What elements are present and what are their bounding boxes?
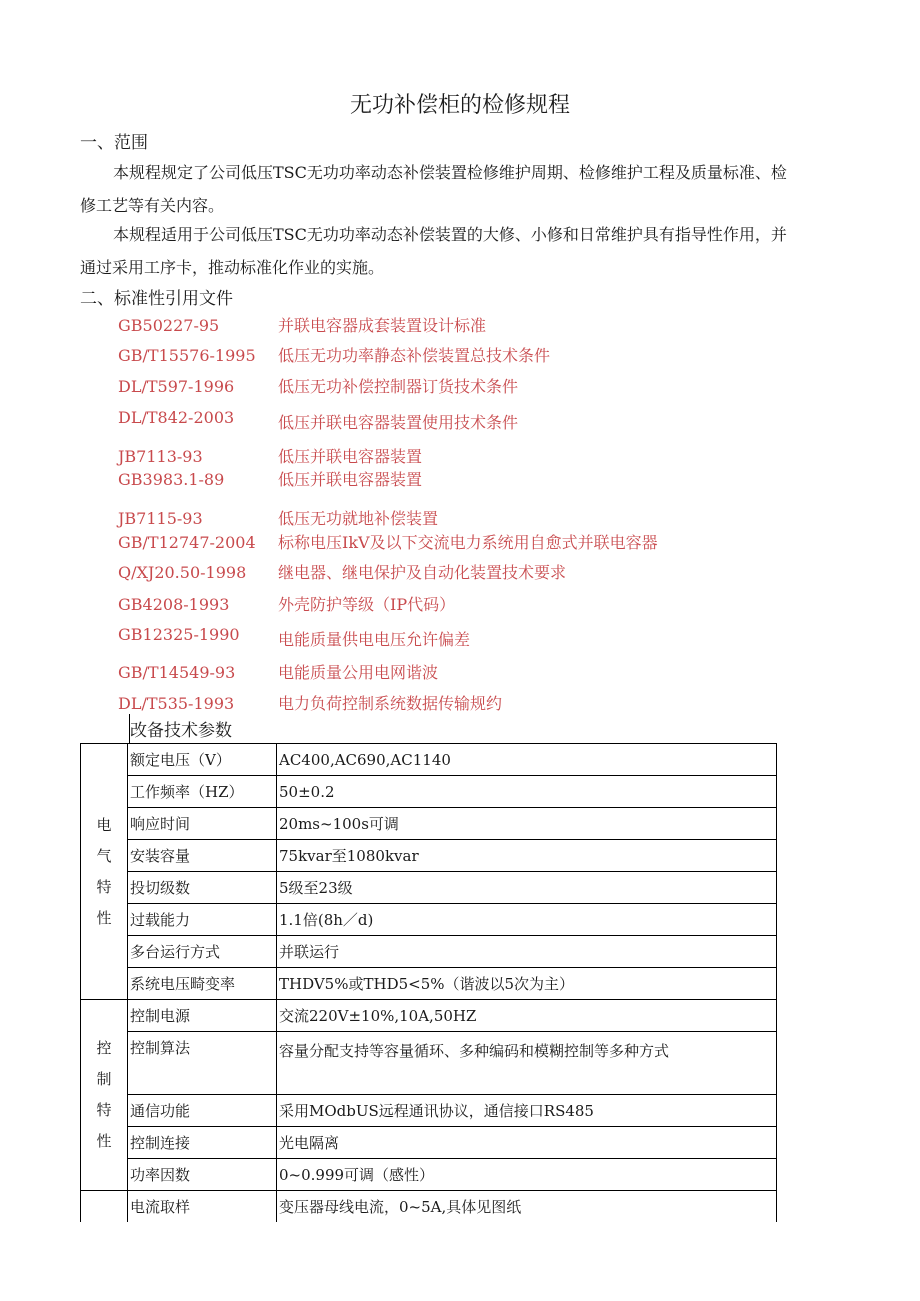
group-label-sampling (81, 1191, 128, 1223)
param-cell: 额定电压（V） (128, 744, 277, 776)
standard-name: 低压并联电容器装置 (278, 470, 423, 489)
standard-code: GB50227-95 (118, 316, 220, 335)
scope-paragraph-1: 本规程规定了公司低压TSC无功功率动态补偿装置检修维护周期、检修维护工程及质量标准、检修工艺等有关内容。 (80, 163, 787, 215)
section-heading-scope: 一、范围 (80, 133, 148, 153)
table-row (81, 968, 777, 1000)
standard-name: 电能质量公用电网谐波 (278, 663, 439, 682)
param-cell: 安装容量 (128, 840, 277, 872)
value-cell: 容量分配支持等容量循环、多种编码和模糊控制等多种方式 (277, 1032, 777, 1095)
param-cell: 电流取样 (128, 1191, 277, 1223)
standard-code: DL/T597-1996 (118, 377, 235, 396)
group-label-control: 控 制 特 性 (81, 1000, 128, 1191)
value-cell: 1.1倍(8h／d) (277, 904, 777, 936)
value-cell: 光电隔离 (277, 1127, 777, 1159)
table-row (81, 808, 777, 840)
param-cell: 控制电源 (128, 1000, 277, 1032)
value-cell: AC400,AC690,AC1140 (277, 744, 777, 776)
standard-name: 低压无功就地补偿装置 (278, 509, 439, 528)
standard-code: GB/T12747-2004 (118, 533, 256, 552)
table-row (81, 1032, 777, 1095)
value-cell: 20ms~100s可调 (277, 808, 777, 840)
param-cell: 响应时间 (128, 808, 277, 840)
value-cell: 并联运行 (277, 936, 777, 968)
standard-code: GB/T15576-1995 (118, 346, 256, 365)
standard-name: 电能质量供电电压允许偏差 (278, 630, 471, 649)
param-cell: 控制连接 (128, 1127, 277, 1159)
standard-code: DL/T842-2003 (118, 408, 235, 427)
standard-code: JB7113-93 (118, 447, 203, 466)
scope-paragraph-2: 本规程适用于公司低压TSC无功功率动态补偿装置的大修、小修和日常维护具有指导性作用，并通过采用工序卡，推动标准化作业的实施。 (80, 225, 787, 277)
value-cell: 采用MOdbUS远程通讯协议，通信接口RS485 (277, 1095, 777, 1127)
table-caption: 改备技术参数 (130, 721, 232, 741)
param-cell: 多台运行方式 (128, 936, 277, 968)
page-title: 无功补偿柜的检修规程 (349, 93, 570, 118)
table-row (81, 744, 777, 776)
standard-name: 电力负荷控制系统数据传输规约 (278, 694, 503, 713)
param-cell: 投切级数 (128, 872, 277, 904)
standard-name: 低压并联电容器装置使用技术条件 (278, 413, 519, 432)
value-cell: 75kvar至1080kvar (277, 840, 777, 872)
standard-name: 继电器、继电保护及自动化装置技术要求 (278, 563, 567, 582)
param-cell: 功率因数 (128, 1159, 277, 1191)
param-cell: 通信功能 (128, 1095, 277, 1127)
table-row (81, 1159, 777, 1191)
value-cell: 50±0.2 (277, 776, 777, 808)
table-row (81, 1095, 777, 1127)
table-row (81, 776, 777, 808)
standard-code: DL/T535-1993 (118, 694, 235, 713)
table-row (81, 1000, 777, 1032)
section-heading-standards: 二、标准性引用文件 (80, 289, 233, 309)
standard-code: JB7115-93 (118, 509, 203, 528)
table-row (81, 1127, 777, 1159)
value-cell: 0~0.999可调（感性） (277, 1159, 777, 1191)
table-row (81, 872, 777, 904)
standard-code: GB/T14549-93 (118, 663, 236, 682)
standard-name: 低压无功补偿控制器订货技术条件 (278, 377, 519, 396)
value-cell: 5级至23级 (277, 872, 777, 904)
table-row (81, 840, 777, 872)
group-label-electrical: 电 气 特 性 (81, 744, 128, 1000)
standard-name: 并联电容器成套装置设计标准 (278, 316, 487, 335)
technical-parameters-table (80, 743, 777, 1222)
param-cell: 过载能力 (128, 904, 277, 936)
standard-name: 低压无功功率静态补偿装置总技术条件 (278, 346, 551, 365)
table-row (81, 936, 777, 968)
standard-code: GB12325-1990 (118, 625, 240, 644)
param-cell: 系统电压畸变率 (128, 968, 277, 1000)
table-row (81, 904, 777, 936)
standard-name: 外壳防护等级（IP代码） (278, 595, 456, 614)
value-cell: THDV5%或THD5<5%（谐波以5次为主） (277, 968, 777, 1000)
table-row (81, 1191, 777, 1223)
standard-name: 低压并联电容器装置 (278, 447, 423, 466)
standard-name: 标称电压IkV及以下交流电力系统用自愈式并联电容器 (278, 533, 658, 552)
standard-code: GB4208-1993 (118, 595, 230, 614)
param-cell: 工作频率（HZ） (128, 776, 277, 808)
standard-code: GB3983.1-89 (118, 470, 225, 489)
value-cell: 变压器母线电流，0~5A,具体见图纸 (277, 1191, 777, 1223)
param-cell: 控制算法 (128, 1032, 277, 1095)
value-cell: 交流220V±10%,10A,50HZ (277, 1000, 777, 1032)
standard-code: Q/XJ20.50-1998 (118, 563, 247, 582)
